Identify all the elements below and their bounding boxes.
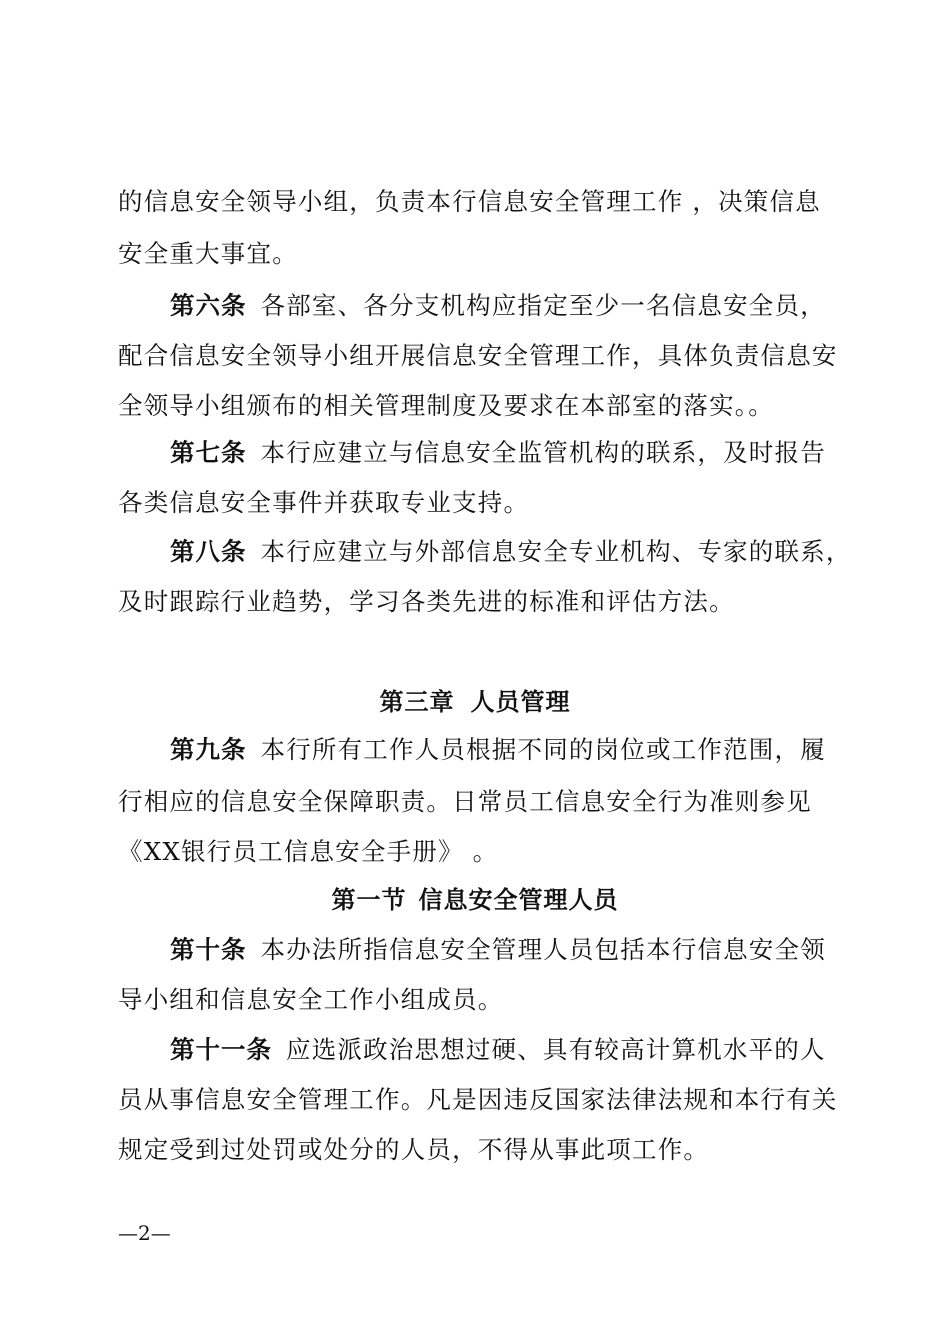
article-10-line-1: 本办法所指信息安全管理人员包括本行信息安全领 [260,935,826,964]
article-6-label: 第六条 [170,291,247,320]
article-6-line-1: 各部室、各分支机构应指定至少一名信息安全员， [260,291,826,320]
article-8-line-2: 及时跟踪行业趋势，学习各类先进的标准和评估方法。 [118,587,735,616]
article-9-line-3: 《XX银行员工信息安全手册》 。 [118,837,499,866]
article-11-first-line [170,1034,840,1066]
article-7-line-2: 各类信息安全事件并获取专业支持。 [118,488,530,517]
article-9-label: 第九条 [170,735,247,764]
chapter-heading [0,686,950,718]
section-heading [0,884,950,916]
article-9-first-line [170,734,840,766]
article-11-line-1: 应选派政治思想过硬、具有较高计算机水平的人 [286,1035,826,1064]
chapter-title: 人员管理 [470,687,571,716]
article-6-first-line [170,290,840,322]
article-8-first-line [170,536,852,568]
continuation-line-2: 安全重大事宜。 [118,239,298,268]
article-7-line-1: 本行应建立与信息安全监管机构的联系，及时报告 [260,438,826,467]
article-6-line-2: 配合信息安全领导小组开展信息安全管理工作，具体负责信息安 [118,341,838,370]
article-6-line-3: 全领导小组颁布的相关管理制度及要求在本部室的落实。。 [118,391,774,420]
page-number: —2— [118,1221,171,1245]
article-10-line-2: 导小组和信息安全工作小组成员。 [118,985,504,1014]
article-10-first-line [170,934,840,966]
section-title: 信息安全管理人员 [418,885,619,914]
continuation-line-1: 的信息安全领导小组，负责本行信息安全管理工作 ，决策信息 [118,187,821,216]
article-9-line-2: 行相应的信息安全保障职责。日常员工信息安全行为准则参见 [118,787,812,816]
article-10-label: 第十条 [170,935,247,964]
chapter-number: 第三章 [379,687,455,716]
article-11-label: 第十一条 [170,1035,272,1064]
article-8-line-1: 本行应建立与外部信息安全专业机构、专家的联系， [260,537,852,566]
article-8-label: 第八条 [170,537,247,566]
article-11-line-2: 员从事信息安全管理工作。凡是因违反国家法律法规和本行有关 [118,1085,838,1114]
article-9-line-1: 本行所有工作人员根据不同的岗位或工作范围，履 [260,735,826,764]
article-7-first-line [170,437,840,469]
section-number: 第一节 [331,885,407,914]
article-11-line-3: 规定受到过处罚或处分的人员，不得从事此项工作。 [118,1135,710,1164]
article-7-label: 第七条 [170,438,247,467]
